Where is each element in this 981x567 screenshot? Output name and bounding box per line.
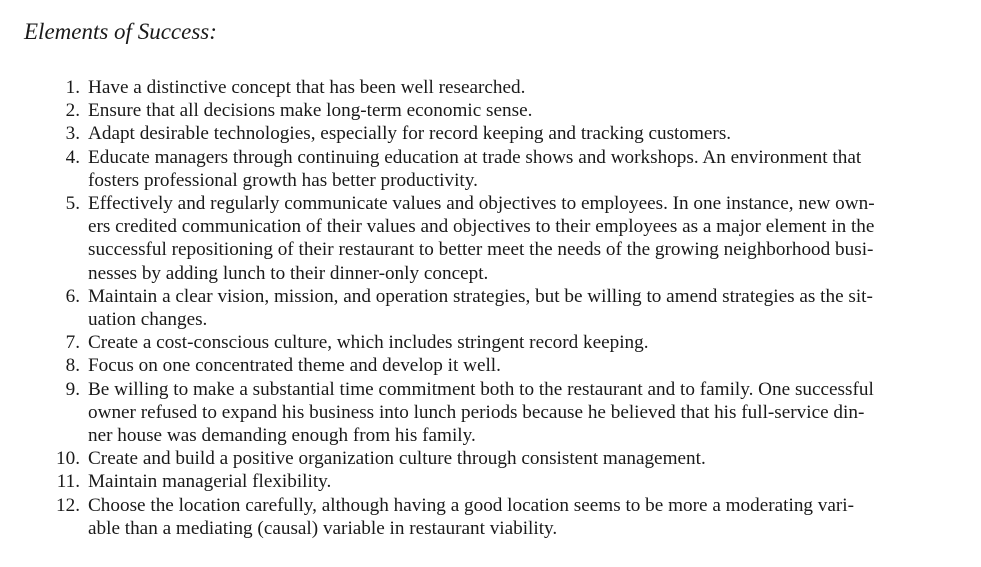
list-item-line: Educate managers through continuing education at trade shows and workshops. An environment that [88,146,862,168]
list-item-text [88,331,930,354]
list-item-line: Be willing to make a substantial time commitment both to the restaurant and to family. One successful [88,378,874,400]
list-item [48,122,930,145]
list-item-number: 5. [65,193,80,215]
list-item-line: Create a cost-conscious culture, which includes stringent record keeping. [88,332,649,354]
list-item-line: Have a distinctive concept that has been well researched. [88,77,526,98]
list-item [48,447,930,470]
list-item-line: Adapt desirable technologies, especially for record keeping and tracking customers. [88,123,732,145]
list-item-number: 10. [56,448,80,470]
list-item-line: Effectively and regularly communicate values and objectives to employees. In one instance, new own- [88,193,875,215]
list-item-line: owner refused to expand his business into lunch periods because he believed that his full-service din- [88,401,865,423]
list-item [48,494,930,540]
list-item-number: 12. [56,494,80,516]
list-item-text [88,146,930,192]
list-item-number: 11. [56,471,80,493]
list-item-text [88,354,930,377]
list-item [48,331,930,354]
list-item-text [88,285,930,331]
list-item-line: Choose the location carefully, although having a good location seems to be more a moderating vari- [88,494,855,516]
success-elements-list [48,76,930,540]
list-item-line: nesses by adding lunch to their dinner-only concept. [88,262,489,284]
list-item-number: 9. [65,378,80,400]
list-item [48,192,930,285]
list-item-number: 8. [65,355,80,377]
list-item-text [88,99,930,122]
list-item-line: Maintain a clear vision, mission, and operation strategies, but be willing to amend strategies as the sit- [88,285,873,307]
list-item-number: 2. [65,100,80,122]
list-item [48,378,930,448]
list-item-line: successful repositioning of their restaurant to better meet the needs of the growing neighborhood busi- [88,239,874,261]
list-item [48,285,930,331]
list-item [48,354,930,377]
list-item-line: Maintain managerial flexibility. [88,471,332,493]
list-item-line: ner house was demanding enough from his family. [88,425,476,447]
list-item-line: Ensure that all decisions make long-term economic sense. [88,100,533,122]
list-item-line: ers credited communication of their values and objectives to their employees as a major element in the [88,216,875,238]
list-item-text [88,447,930,470]
list-item-text [88,494,930,540]
list-item-text [88,122,930,145]
list-item-text [88,378,930,448]
list-item-line: able than a mediating (causal) variable in restaurant viability. [88,517,558,539]
list-item [48,470,930,493]
list-item-number: 1. [65,77,80,98]
list-item-text [88,192,930,285]
list-item-text [88,470,930,493]
list-item-number: 4. [65,146,80,168]
list-item-line: Create and build a positive organization culture through consistent management. [88,448,706,470]
list-item-line: Focus on one concentrated theme and develop it well. [88,355,501,377]
list-item-number: 3. [65,123,80,145]
list-item-number: 7. [65,332,80,354]
list-item-line: fosters professional growth has better productivity. [88,169,478,191]
list-item-number: 6. [65,285,80,307]
list-item-text [88,76,930,99]
list-item [48,76,930,99]
section-heading: Elements of Success: [24,19,217,44]
list-item [48,99,930,122]
list-item-line: uation changes. [88,309,208,331]
list-item [48,146,930,192]
